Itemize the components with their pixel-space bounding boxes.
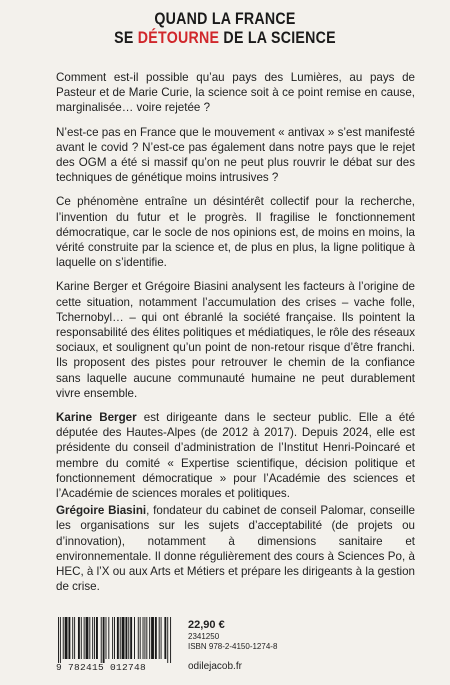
isbn-barcode: [56, 617, 174, 663]
barcode-bar: [149, 617, 150, 659]
barcode-bar: [106, 617, 107, 659]
price: 22,90 €: [188, 619, 225, 631]
blurb-paragraph-4: Karine Berger et Grégoire Biasini analysent les facteurs à l’origine de cette situation, notamment l’accumulation des crises – vache folle, Tchernobyl… – qui ont ébranlé la société française. Ils pointent la responsabilité des élites politiques et médiatiques, le rôle des réseaux sociaux, et soulignent qu’un point de non-retour risque d’être franchi. Ils proposent des pistes pour retrouver le chemin de la confiance sans laquelle aucune communauté humaine ne peut durablement vivre ensemble.: [56, 280, 415, 400]
author-name-1: Karine Berger: [56, 411, 137, 425]
barcode-bar: [65, 617, 68, 659]
isbn: ISBN 978-2-4150-1274-8: [188, 642, 278, 651]
barcode-bar: [117, 617, 119, 659]
blurb-paragraph-3: Ce phénomène entraîne un désintérêt collectif pour la recherche, l’invention du futur et le progrès. Il fragilise le fonctionnement démocratique, car le socle de nos opinions est, de moins en moins, la vérité construite par la science et, de plus en plus, la ligne politique à laquelle on s’identifie.: [56, 195, 415, 270]
barcode-bar: [101, 617, 102, 663]
author-bio-2: [56, 503, 415, 594]
book-title: [32, 10, 419, 48]
barcode-bar: [155, 617, 157, 659]
barcode-digits: 9 782415 012748: [56, 662, 147, 673]
barcode-bar: [81, 617, 82, 659]
barcode-bar: [159, 617, 160, 659]
barcode-bar: [134, 617, 135, 659]
barcode-bar: [146, 617, 147, 659]
barcode-bar: [68, 617, 70, 659]
publisher-url: odilejacob.fr: [188, 661, 242, 672]
barcode-bar: [143, 617, 144, 659]
barcode-bar: [164, 617, 166, 659]
barcode-bar: [167, 617, 168, 663]
barcode-bar: [138, 617, 139, 659]
barcode-bar: [130, 617, 132, 659]
author-bio-text-2: , fondateur du cabinet de conseil Palomar, conseille les organisations sur les sujets d’acceptabilité (de projets ou d’innovation), notamment à dimensions sanitaire et environnementale. Il donne régulièrement des cours à Sciences Po, à HEC, à l’X ou aux Arts et Métiers et prépare les dirigeants à la gestion de crise.: [56, 504, 416, 594]
title-highlight-word: DÉTOURNE: [137, 29, 220, 47]
barcode-bar: [96, 617, 98, 659]
barcode-bar: [128, 617, 129, 659]
barcode-bar: [84, 617, 85, 659]
title-line-2-start: SE: [114, 29, 138, 47]
barcode-bar: [120, 617, 121, 659]
barcode-bar: [60, 617, 61, 663]
barcode-bar: [114, 617, 115, 659]
barcode-bar: [78, 617, 80, 659]
author-bio-1: [56, 410, 415, 501]
author-name-2: Grégoire Biasini: [56, 504, 147, 518]
barcode-bar: [89, 617, 90, 659]
barcode-bar: [151, 617, 154, 659]
blurb-paragraph-2: N’est-ce pas en France que le mouvement « antivax » s’est manifesté avant le covid ? N’est-ce pas également dans notre pays que le rejet des OGM a été si massif qu’on ne peut plus rouvrir le débat sur des techniques de génétique moins intrusives ?: [56, 125, 415, 185]
barcode-bar: [112, 617, 113, 659]
blurb-text: [56, 70, 415, 597]
barcode-bar: [103, 617, 105, 663]
author-bio-text-1: est dirigeante dans le secteur public. Elle a été députée des Hautes-Alpes (de 2012 à 2017). Depuis 2024, elle est présidente du conseil d’administration de l’Institut Henri-Poincaré et membre du comité « Expertise scientifique, décision politique et fonctionnement démocratique » pour l’Académie des sciences et l’Académie de sciences morales et politiques.: [56, 411, 415, 501]
barcode-bar: [58, 617, 59, 663]
barcode-bar: [170, 617, 171, 663]
barcode-bar: [140, 617, 141, 659]
barcode-bar: [92, 617, 93, 659]
barcode-bar: [122, 617, 125, 659]
barcode-bar: [94, 617, 95, 659]
title-line-1: QUAND LA FRANCE: [154, 10, 296, 28]
blurb-paragraph-1: Comment est-il possible qu’au pays des Lumières, au pays de Pasteur et de Marie Curie, la science soit à ce point remise en cause, marginalisée… voire rejetée ?: [56, 71, 415, 115]
product-code: 2341250: [188, 632, 220, 641]
barcode-bar: [108, 617, 109, 659]
barcode-bar: [86, 617, 89, 659]
barcode-bar: [144, 617, 145, 659]
barcode-bar: [74, 617, 75, 659]
barcode-bar: [161, 617, 162, 659]
title-line-2: [32, 29, 419, 48]
barcode-bar: [125, 617, 127, 659]
barcode-bar: [72, 617, 73, 659]
title-line-2-end: DE LA SCIENCE: [219, 29, 336, 47]
price-block: [188, 619, 277, 652]
barcode-bar: [63, 617, 64, 659]
